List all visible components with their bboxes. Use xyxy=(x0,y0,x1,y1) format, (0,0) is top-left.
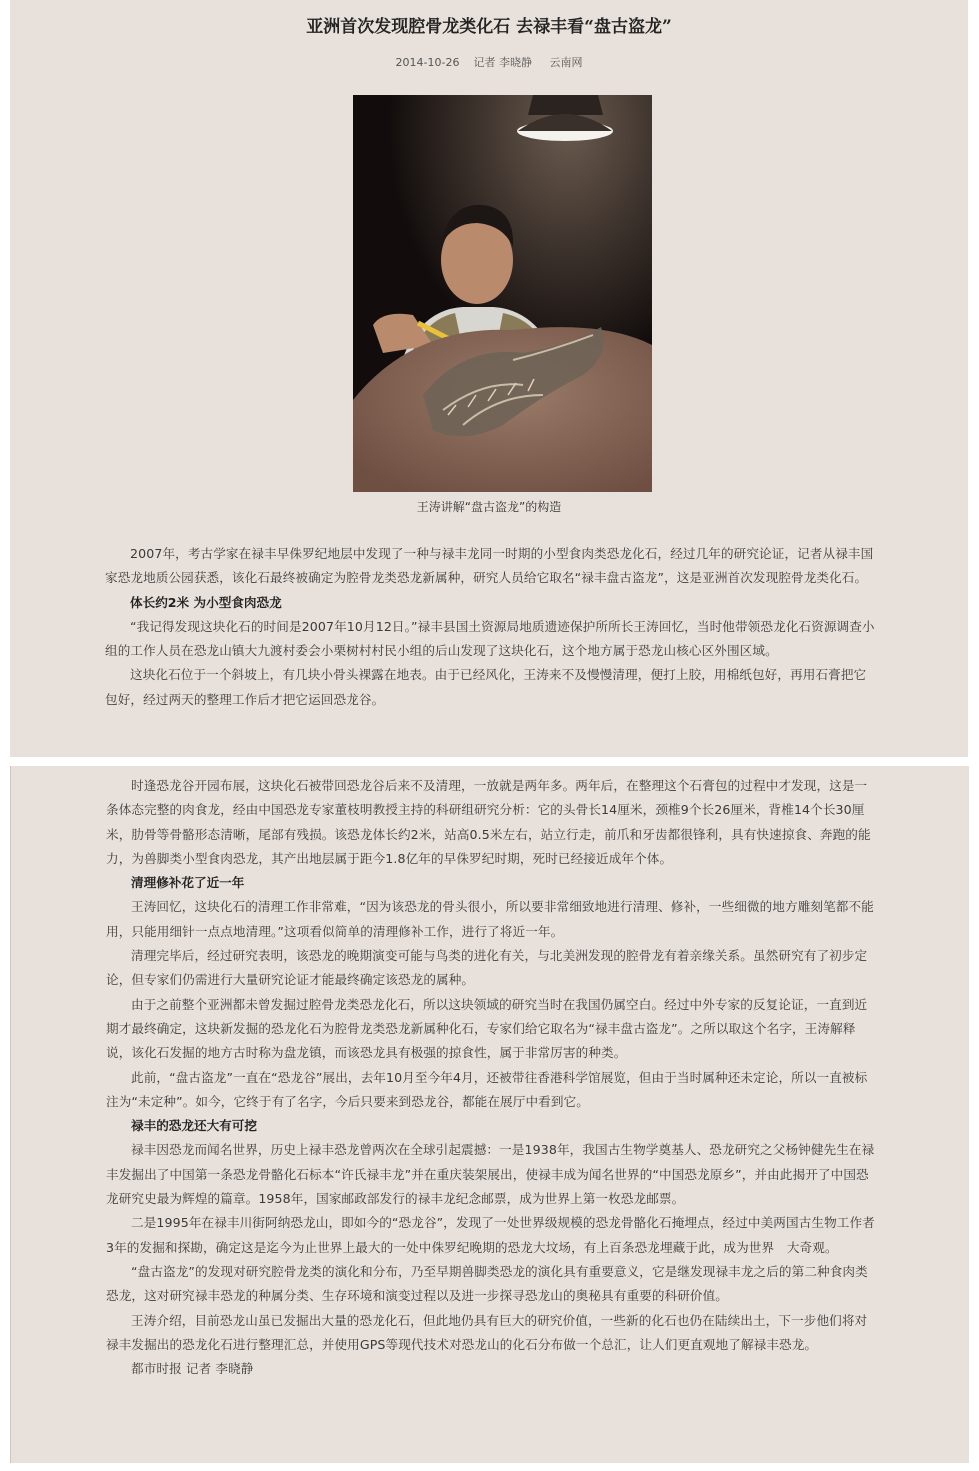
article-title: 亚洲首次发现腔骨龙类化石 去禄丰看“盘古盗龙” xyxy=(306,17,672,37)
paragraph: 王涛介绍，目前恐龙山虽已发掘出大量的恐龙化石，但此地仍具有巨大的研究价值，一些新的化石也仍在陆续出土，下一步他们将对禄丰发掘出的恐龙化石进行整理汇总，并使用GPS等现代技术对恐龙山的化石分布做一个总汇，让人们更直观地了解禄丰恐龙。 xyxy=(106,1312,868,1352)
section-heading: 清理修补花了近一年 xyxy=(131,875,245,891)
paragraph: “我记得发现这块化石的时间是2007年10月12日。”禄丰县国土资源局地质遗迹保护所所长王涛回忆，当时他带领恐龙化石资源调查小组的工作人员在恐龙山镇大九渡村委会小栗树村村民小组的后山发现了这块化石，这个地方属于恐龙山核心区外围区域。 xyxy=(105,618,875,659)
section-heading: 禄丰的恐龙还大有可挖 xyxy=(131,1118,257,1134)
paragraph: 此前，“盘古盗龙”一直在“恐龙谷”展出，去年10月至今年4月，还被带往香港科学馆展览，但由于当时属种还未定论，所以一直被标注为“未定种”。如今，它终于有了名字，今后只要来到恐龙谷，都能在展厅中看到它。 xyxy=(106,1069,868,1109)
article-panel-bottom xyxy=(10,766,969,1463)
article-body-bottom xyxy=(106,774,876,1381)
section-heading: 体长约2米 为小型食肉恐龙 xyxy=(130,594,282,610)
paragraph: 时逢恐龙谷开园布展，这块化石被带回恐龙谷后来不及清理，一放就是两年多。两年后，在整理这个石膏包的过程中才发现，这是一条体态完整的肉食龙，经由中国恐龙专家董枝明教授主持的科研组研究分析：它的头骨长14厘米，颈椎9个长26厘米，背椎14个长30厘米，肋骨等骨骼形态清晰，尾部有残损。该恐龙体长约2米，站高0.5米左右，站立行走，前爪和牙齿都很锋利，具有快速掠食、奔跑的能力，为兽脚类小型食肉恐龙，其产出地层属于距今1.8亿年的早侏罗纪时期，死时已经接近成年个体。 xyxy=(106,778,871,866)
article-date: 2014-10-26 xyxy=(395,56,460,69)
article-meta xyxy=(10,54,968,70)
article-reporter: 记者 李晓静 xyxy=(473,56,532,69)
article-panel-top xyxy=(10,0,968,757)
paragraph: 二是1995年在禄丰川街阿纳恐龙山，即如今的“恐龙谷”，发现了一处世界级规模的恐龙骨骼化石掩埋点，经过中美两国古生物工作者3年的发掘和探勘，确定这是迄今为止世界上最大的一处中侏罗纪晚期的恐龙大坟场，有上百条恐龙埋藏于此，成为世界 大奇观。 xyxy=(106,1215,875,1255)
paragraph: “盘古盗龙”的发现对研究腔骨龙类的演化和分布，乃至早期兽脚类恐龙的演化具有重要意义，它是继发现禄丰龙之后的第二种食肉类恐龙，这对研究禄丰恐龙的种属分类、生存环境和演变过程以及进一步探寻恐龙山的奥秘具有重要的科研价值。 xyxy=(106,1263,868,1304)
photo-caption: 王涛讲解“盘古盗龙”的构造 xyxy=(416,500,562,514)
paragraph: 禄丰因恐龙而闻名世界，历史上禄丰恐龙曾两次在全球引起震撼：一是1938年，我国古生物学奠基人、恐龙研究之父杨钟健先生在禄丰发掘出了中国第一条恐龙骨骼化石标本“许氏禄丰龙”并在重庆装架展出，使禄丰成为闻名世界的“中国恐龙原乡”，并由此揭开了中国恐龙研究史最为辉煌的篇章。1958年，国家邮政部发行的禄丰龙纪念邮票，成为世界上第一枚恐龙邮票。 xyxy=(106,1142,875,1207)
paragraph: 2007年，考古学家在禄丰早侏罗纪地层中发现了一种与禄丰龙同一时期的小型食肉类恐龙化石，经过几年的研究论证，记者从禄丰国家恐龙地质公园获悉，该化石最终被确定为腔骨龙类恐龙新属种，研究人员给它取名“禄丰盘古盗龙”，这是亚洲首次发现腔骨龙类化石。 xyxy=(105,546,874,586)
paragraph: 这块化石位于一个斜坡上，有几块小骨头裸露在地表。由于已经风化，王涛来不及慢慢清理，便打上胶，用棉纸包好，再用石膏把它包好，经过两天的整理工作后才把它运回恐龙谷。 xyxy=(105,667,867,707)
article-body-top xyxy=(105,542,875,712)
article-photo xyxy=(353,95,652,492)
fossil-photo-illustration xyxy=(353,95,652,492)
article-byline: 都市时报 记者 李晓静 xyxy=(131,1361,254,1377)
article-source: 云南网 xyxy=(549,56,583,69)
paragraph: 清理完毕后，经过研究表明，该恐龙的晚期演变可能与鸟类的进化有关，与北美洲发现的腔骨龙有着亲缘关系。虽然研究有了初步定论，但专家们仍需进行大量研究论证才能最终确定该恐龙的属种。 xyxy=(106,948,868,988)
paragraph: 由于之前整个亚洲都未曾发掘过腔骨龙类恐龙化石，所以这块领域的研究当时在我国仍属空白。经过中外专家的反复论证，一直到近期才最终确定，这块新发掘的恐龙化石为腔骨龙类恐龙新属种化石，专家们给它取名为“禄丰盘古盗龙”。之所以取这个名字，王涛解释说，该化石发掘的地方古时称为盘龙镇，而该恐龙具有极强的掠食性，属于非常厉害的种类。 xyxy=(106,996,868,1061)
paragraph: 王涛回忆，这块化石的清理工作非常难，“因为该恐龙的骨头很小，所以要非常细致地进行清理、修补，一些细微的地方雕刻笔都不能用，只能用细针一点点地清理。”这项看似简单的清理修补工作，进行了将近一年。 xyxy=(106,899,874,939)
